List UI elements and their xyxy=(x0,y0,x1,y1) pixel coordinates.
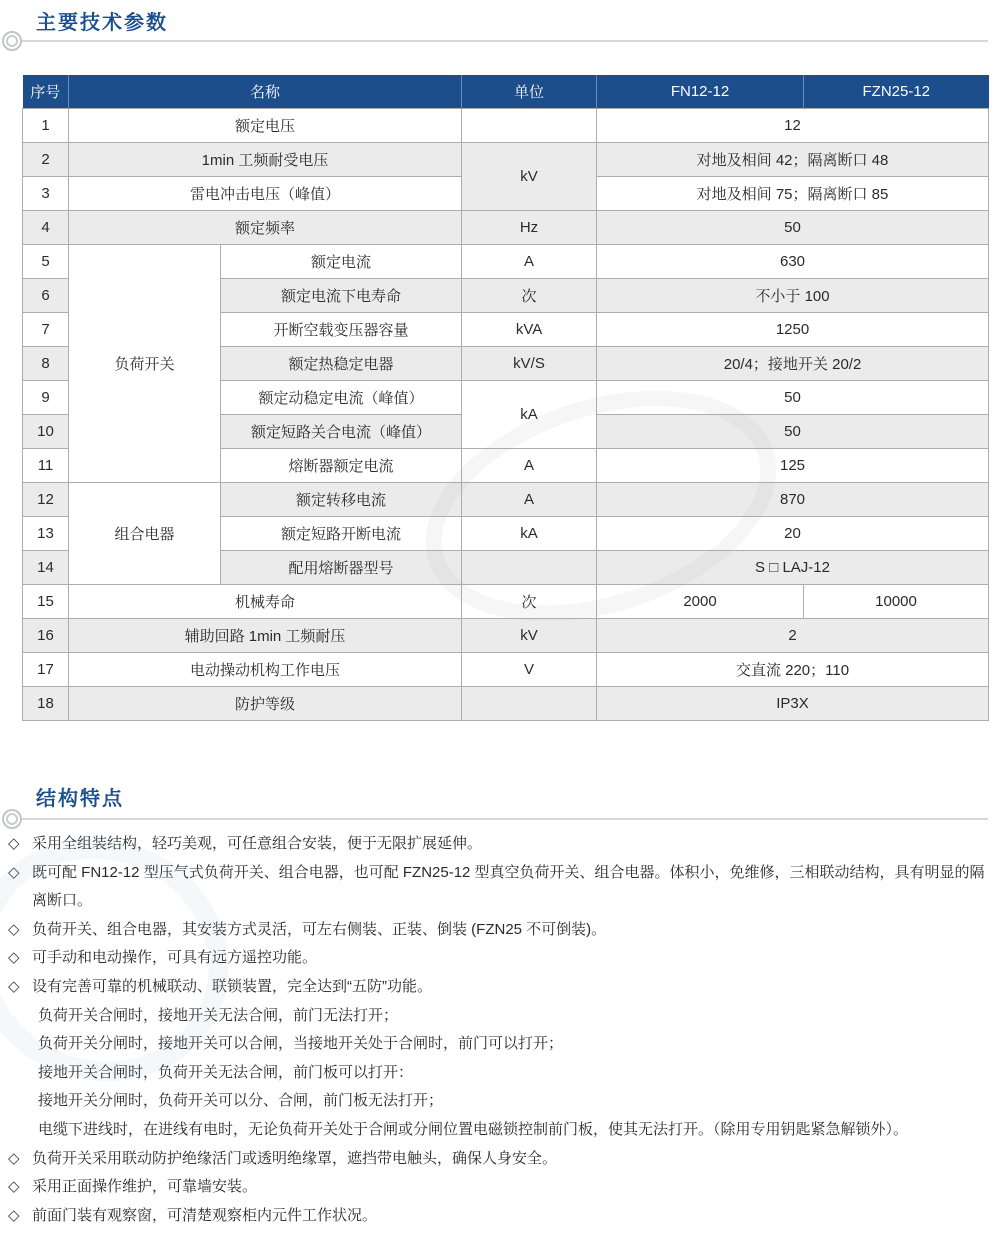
feature-text: 电缆下进线时，在进线有电时，无论负荷开关处于合闸或分闸位置电磁锁控制前门板，使其无法打开。（除用专用钥匙紧急解锁外）。 xyxy=(38,1120,909,1138)
param-name-cell: 防护等级 xyxy=(69,687,462,721)
row-number-cell: 7 xyxy=(23,313,69,347)
row-number-cell: 17 xyxy=(23,653,69,687)
feature-text: 可手动和电动操作，可具有远方遥控功能。 xyxy=(32,949,318,967)
horizontal-rule xyxy=(22,818,988,820)
feature-item xyxy=(8,973,992,1002)
feature-text: 接地开关分闸时，负荷开关可以分、合闸，前门板无法打开； xyxy=(38,1092,444,1110)
feature-text: 负荷开关采用联动防护绝缘活门或透明绝缘罩，遮挡带电触头，确保人身安全。 xyxy=(32,1149,558,1167)
params-table-wrap xyxy=(22,75,989,721)
col-header-name: 名称 xyxy=(69,75,462,109)
feature-item xyxy=(8,1145,992,1174)
feature-text: 接地开关合闸时，负荷开关无法合闸，前门板可以打开： xyxy=(38,1063,414,1081)
value-cell: IP3X xyxy=(597,687,989,721)
feature-subitem xyxy=(8,1002,992,1031)
row-number-cell: 18 xyxy=(23,687,69,721)
row-number-cell: 3 xyxy=(23,177,69,211)
param-name-cell: 熔断器额定电流 xyxy=(221,449,462,483)
table-header-row xyxy=(23,75,989,109)
feature-text: 前面门装有观察窗，可清楚观察柜内元件工作状况。 xyxy=(32,1206,378,1224)
table-row xyxy=(23,245,989,279)
feature-text: 采用正面操作维护，可靠墙安装。 xyxy=(32,1178,258,1196)
diamond-bullet-icon: ◇ xyxy=(8,977,20,995)
row-number-cell: 14 xyxy=(23,551,69,585)
row-number-cell: 2 xyxy=(23,143,69,177)
diamond-bullet-icon: ◇ xyxy=(8,920,20,938)
row-number-cell: 9 xyxy=(23,381,69,415)
feature-subitem xyxy=(8,1030,992,1059)
feature-subitem xyxy=(8,1059,992,1088)
table-row xyxy=(23,585,989,619)
value-cell: 50 xyxy=(597,381,989,415)
table-row xyxy=(23,211,989,245)
unit-cell: 次 xyxy=(462,585,597,619)
unit-cell: kA xyxy=(462,517,597,551)
diamond-bullet-icon: ◇ xyxy=(8,835,20,852)
table-row xyxy=(23,483,989,517)
row-number-cell: 6 xyxy=(23,279,69,313)
value-cell: 2 xyxy=(597,619,989,653)
group-cell: 组合电器 xyxy=(69,483,221,585)
feature-item xyxy=(8,859,992,916)
param-name-cell: 额定电压 xyxy=(69,109,462,143)
feature-text: 负荷开关分闸时，接地开关可以合闸，当接地开关处于合闸时，前门可以打开； xyxy=(38,1035,564,1053)
value-cell: 交直流 220；110 xyxy=(597,653,989,687)
row-number-cell: 10 xyxy=(23,415,69,449)
diamond-bullet-icon: ◇ xyxy=(8,863,20,881)
group-cell: 负荷开关 xyxy=(69,245,221,483)
feature-text: 负荷开关合闸时，接地开关无法合闸，前门无法打开； xyxy=(38,1006,399,1024)
table-row xyxy=(23,619,989,653)
row-number-cell: 1 xyxy=(23,109,69,143)
feature-text: 设有完善可靠的机械联动、联锁装置，完全达到“五防”功能。 xyxy=(32,977,432,995)
unit-cell: V xyxy=(462,653,597,687)
feature-item xyxy=(8,944,992,973)
features-title: 结构特点 xyxy=(36,788,124,810)
feature-text: 负荷开关、组合电器，其安装方式灵活，可左右侧装、正装、倒装 (FZN25 不可倒装)。 xyxy=(32,920,607,938)
row-number-cell: 11 xyxy=(23,449,69,483)
diamond-bullet-icon: ◇ xyxy=(8,949,20,967)
unit-cell: kV xyxy=(462,619,597,653)
param-name-cell: 额定电流下电寿命 xyxy=(221,279,462,313)
row-number-cell: 12 xyxy=(23,483,69,517)
value-cell: 50 xyxy=(597,415,989,449)
row-number-cell: 13 xyxy=(23,517,69,551)
value-cell: 20 xyxy=(597,517,989,551)
row-number-cell: 5 xyxy=(23,245,69,279)
unit-cell xyxy=(462,551,597,585)
row-number-cell: 16 xyxy=(23,619,69,653)
value-cell: 对地及相间 75；隔离断口 85 xyxy=(597,177,989,211)
param-name-cell: 额定短路关合电流（峰值） xyxy=(221,415,462,449)
param-name-cell: 电动操动机构工作电压 xyxy=(69,653,462,687)
table-row xyxy=(23,687,989,721)
value-cell: 不小于 100 xyxy=(597,279,989,313)
value-cell: 20/4；接地开关 20/2 xyxy=(597,347,989,381)
param-name-cell: 额定频率 xyxy=(69,211,462,245)
diamond-bullet-icon: ◇ xyxy=(8,1206,20,1224)
value-cell: 50 xyxy=(597,211,989,245)
feature-item xyxy=(8,1202,992,1231)
value-cell: 630 xyxy=(597,245,989,279)
row-number-cell: 15 xyxy=(23,585,69,619)
param-name-cell: 额定短路开断电流 xyxy=(221,517,462,551)
unit-cell xyxy=(462,687,597,721)
diamond-bullet-icon: ◇ xyxy=(8,1178,20,1196)
col-header-fn12: FN12-12 xyxy=(597,75,804,109)
unit-cell: kV xyxy=(462,143,597,211)
feature-item xyxy=(8,830,992,859)
feature-text: 采用全组装结构，轻巧美观，可任意组合安装，便于无限扩展延伸。 xyxy=(32,835,483,852)
param-name-cell: 配用熔断器型号 xyxy=(221,551,462,585)
value-cell: 125 xyxy=(597,449,989,483)
unit-cell: kA xyxy=(462,381,597,449)
col-header-num: 序号 xyxy=(23,75,69,109)
unit-cell xyxy=(462,109,597,143)
value-cell: 1250 xyxy=(597,313,989,347)
value-cell: 对地及相间 42；隔离断口 48 xyxy=(597,143,989,177)
param-name-cell: 额定动稳定电流（峰值） xyxy=(221,381,462,415)
unit-cell: Hz xyxy=(462,211,597,245)
double-circle-icon xyxy=(2,809,22,829)
unit-cell: kVA xyxy=(462,313,597,347)
col-header-fzn25: FZN25-12 xyxy=(804,75,989,109)
feature-text: 既可配 FN12-12 型压气式负荷开关、组合电器，也可配 FZN25-12 型真空负荷开关、组合电器。体积小，免维修，三相联动结构，具有明显的隔离断口。 xyxy=(32,863,985,910)
features-list xyxy=(8,830,992,1230)
table-row xyxy=(23,143,989,177)
unit-cell: kV/S xyxy=(462,347,597,381)
param-name-cell: 额定热稳定电器 xyxy=(221,347,462,381)
table-row xyxy=(23,109,989,143)
feature-item xyxy=(8,1173,992,1202)
unit-cell: A xyxy=(462,483,597,517)
param-name-cell: 额定转移电流 xyxy=(221,483,462,517)
params-table xyxy=(22,75,989,721)
value-cell: 870 xyxy=(597,483,989,517)
table-row xyxy=(23,653,989,687)
param-name-cell: 开断空载变压器容量 xyxy=(221,313,462,347)
unit-cell: A xyxy=(462,449,597,483)
value-cell: S □ LAJ-12 xyxy=(597,551,989,585)
feature-subitem xyxy=(8,1087,992,1116)
unit-cell: A xyxy=(462,245,597,279)
param-name-cell: 辅助回路 1min 工频耐压 xyxy=(69,619,462,653)
value-cell: 12 xyxy=(597,109,989,143)
fn-value-cell: 2000 xyxy=(597,585,804,619)
feature-subitem xyxy=(8,1116,992,1145)
params-title: 主要技术参数 xyxy=(36,12,168,34)
col-header-unit: 单位 xyxy=(462,75,597,109)
row-number-cell: 4 xyxy=(23,211,69,245)
diamond-bullet-icon: ◇ xyxy=(8,1149,20,1167)
unit-cell: 次 xyxy=(462,279,597,313)
fzn-value-cell: 10000 xyxy=(804,585,989,619)
param-name-cell: 雷电冲击电压（峰值） xyxy=(69,177,462,211)
param-name-cell: 额定电流 xyxy=(221,245,462,279)
param-name-cell: 1min 工频耐受电压 xyxy=(69,143,462,177)
row-number-cell: 8 xyxy=(23,347,69,381)
feature-item xyxy=(8,916,992,945)
param-name-cell: 机械寿命 xyxy=(69,585,462,619)
